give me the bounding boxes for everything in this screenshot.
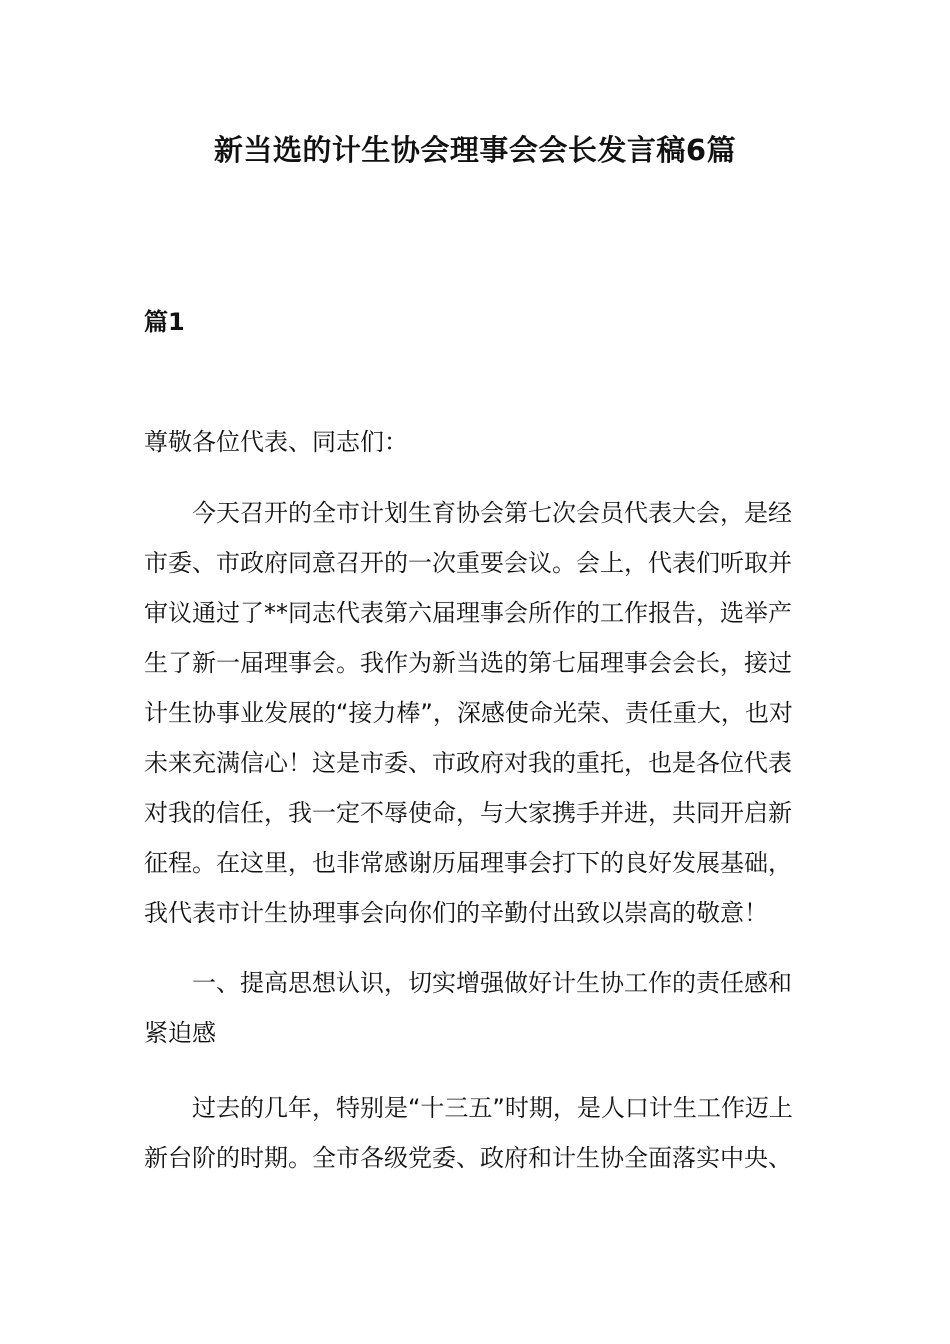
paragraph-line: 过去的几年，特别是“十三五”时期，是人口计生工作迈上 bbox=[192, 1094, 793, 1122]
paragraph-line: 征程。在这里，也非常感谢历届理事会打下的良好发展基础， bbox=[144, 849, 792, 877]
paragraph-line: 生了新一届理事会。我作为新当选的第七届理事会会长，接过 bbox=[144, 649, 792, 677]
document-title: 新当选的计生协会理事会会长发言稿6篇 bbox=[213, 133, 737, 167]
section-heading: 篇1 bbox=[144, 308, 185, 336]
paragraph-line: 我代表市计生协理事会向你们的辛勤付出致以崇高的敬意！ bbox=[144, 899, 768, 927]
paragraph-line: 一、提高思想认识，切实增强做好计生协工作的责任感和 bbox=[192, 969, 792, 997]
paragraph-line: 今天召开的全市计划生育协会第七次会员代表大会，是经 bbox=[192, 499, 792, 527]
body-paragraph bbox=[144, 488, 796, 938]
salutation: 尊敬各位代表、同志们： bbox=[144, 428, 408, 456]
subheading-paragraph bbox=[144, 958, 796, 1058]
body-paragraph bbox=[144, 1083, 796, 1183]
paragraph-line: 审议通过了**同志代表第六届理事会所作的工作报告，选举产 bbox=[144, 599, 792, 627]
paragraph-line: 紧迫感 bbox=[144, 1019, 216, 1047]
paragraph-line: 新台阶的时期。全市各级党委、政府和计生协全面落实中央、 bbox=[144, 1144, 792, 1172]
paragraph-line: 计生协事业发展的“接力棒”，深感使命光荣、责任重大，也对 bbox=[144, 699, 793, 727]
paragraph-line: 未来充满信心！这是市委、市政府对我的重托，也是各位代表 bbox=[144, 749, 792, 777]
paragraph-line: 市委、市政府同意召开的一次重要会议。会上，代表们听取并 bbox=[144, 549, 792, 577]
paragraph-line: 对我的信任，我一定不辱使命，与大家携手并进，共同开启新 bbox=[144, 799, 792, 827]
